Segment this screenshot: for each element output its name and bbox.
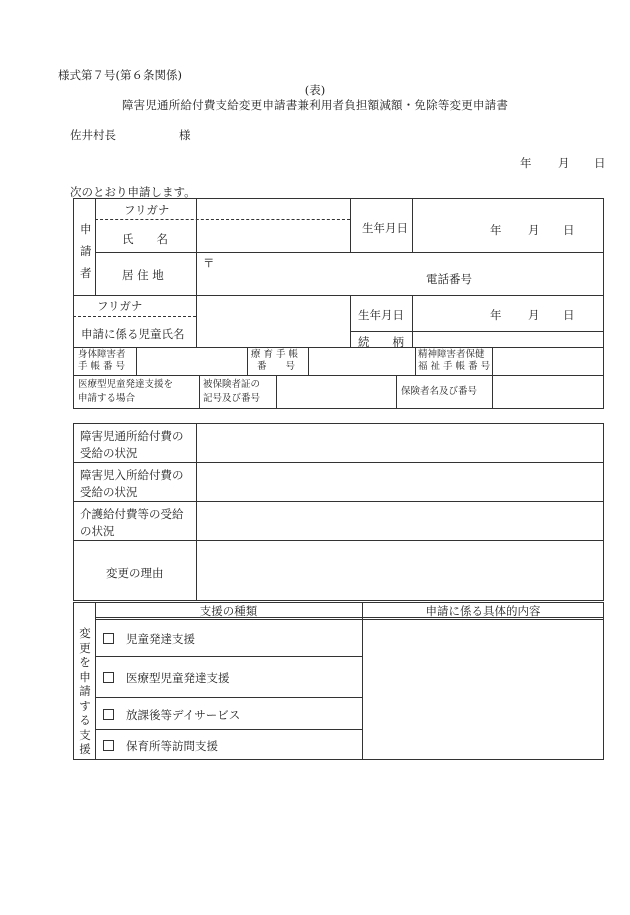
child-name-label: 申請に係る児童氏名	[81, 327, 185, 341]
form-side-label: (表)	[304, 83, 326, 97]
date-year-label: 年	[520, 156, 532, 170]
applicant-birth-month: 月	[528, 223, 540, 237]
form-number: 様式第７号(第６条関係)	[58, 68, 182, 82]
checkbox[interactable]	[103, 672, 114, 683]
child-furigana-label: フリガナ	[97, 299, 143, 313]
applicant-address-label: 居 住 地	[122, 268, 164, 282]
applicant-name-label: 氏 名	[122, 232, 168, 246]
date-month-label: 月	[558, 156, 570, 170]
support-option-iryo[interactable]: 医療型児童発達支援	[103, 670, 230, 686]
support-option-jido[interactable]: 児童発達支援	[103, 631, 195, 647]
lead-text: 次のとおり申請します。	[70, 185, 196, 199]
rehab-certificate-label: 療 育 手 帳 番 号	[251, 349, 299, 372]
tsusho-status-label: 障害児通所給付費の 受給の状況	[80, 429, 184, 460]
addressee-honorific: 様	[179, 128, 191, 142]
checkbox[interactable]	[103, 709, 114, 720]
physical-certificate-label: 身体障害者 手 帳 番 号	[78, 349, 126, 372]
support-side-label: 変 更 を 申 請 す る 支 援	[79, 626, 91, 756]
support-content-header: 申請に係る具体的内容	[425, 604, 541, 618]
support-type-header: 支援の種類	[199, 604, 258, 618]
applicant-side-label: 申 請 者	[80, 222, 92, 280]
checkbox[interactable]	[103, 633, 114, 644]
child-birth-label: 生年月日	[358, 308, 404, 322]
medical-support-label: 医療型児童発達支援を 申請する場合	[78, 379, 174, 404]
checkbox[interactable]	[103, 740, 114, 751]
insurer-label: 保険者名及び番号	[401, 386, 478, 397]
applicant-furigana-label: フリガナ	[124, 203, 170, 217]
support-option-hokago[interactable]: 放課後等デイサービス	[103, 707, 240, 723]
change-reason-label: 変更の理由	[106, 566, 164, 580]
phone-label: 電話番号	[426, 272, 472, 286]
child-birth-year: 年	[490, 308, 502, 322]
support-option-hoikusho[interactable]: 保育所等訪問支援	[103, 738, 218, 754]
applicant-birth-label: 生年月日	[362, 221, 408, 235]
insured-number-label: 被保険者証の 記号及び番号	[203, 379, 261, 404]
applicant-birth-day: 日	[563, 223, 575, 237]
nyusho-status-label: 障害児入所給付費の 受給の状況	[80, 468, 184, 499]
date-day-label: 日	[594, 156, 606, 170]
mental-certificate-label: 精神障害者保健 福 祉 手 帳 番 号	[418, 349, 491, 372]
kaigo-status-label: 介護給付費等の受給 の状況	[80, 507, 184, 538]
child-birth-day: 日	[563, 308, 575, 322]
child-relation-label: 続 柄	[358, 335, 404, 349]
addressee: 佐井村長	[70, 128, 116, 142]
page-title: 障害児通所給付費支給変更申請書兼利用者負担額減額・免除等変更申請書	[121, 98, 509, 112]
child-birth-month: 月	[528, 308, 540, 322]
postal-mark: 〒	[203, 256, 215, 270]
applicant-birth-year: 年	[490, 223, 502, 237]
